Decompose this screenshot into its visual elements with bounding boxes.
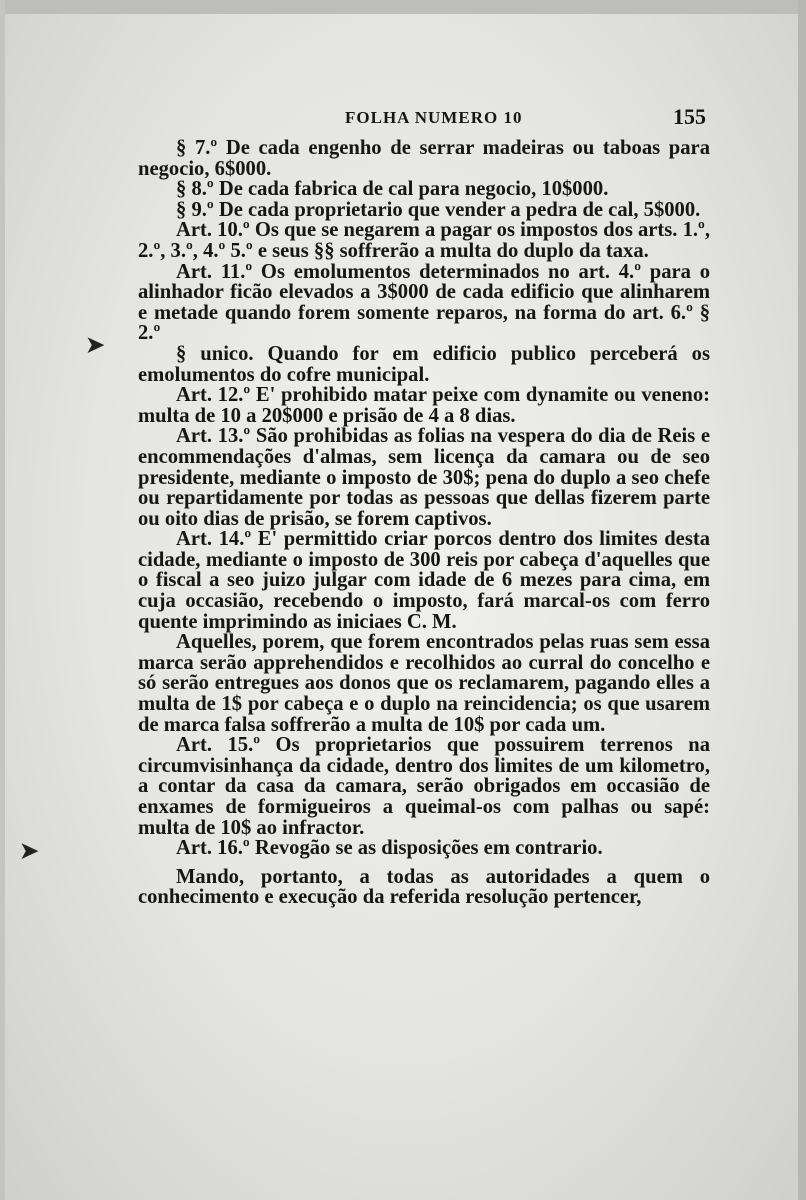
paragraph-art10: Art. 10.º Os que se negarem a pagar os impostos dos arts. 1.º, 2.º, 3.º, 4.º 5.º e seus §§ soffrerão a multa do duplo da taxa.	[138, 219, 710, 262]
scan-edge-top	[0, 0, 806, 14]
body-text	[138, 138, 710, 908]
paragraph-art9-s9: § 9.º De cada proprietario que vender a pedra de cal, 5$000.	[176, 198, 701, 221]
paragraph-art14-cont: Aquelles, porem, que forem encontrados pelas ruas sem essa marca serão apprehendidos e recolhidos ao curral do concelho e só serão entregues aos donos que os reclamarem, pagando elles a multa de 1$ por cabeça e o duplo na reincidencia; os que usarem de marca falsa soffrerão a multa de 10$ por cada um.	[138, 631, 710, 736]
margin-arrow-mark-icon: ➤	[86, 332, 105, 357]
page-number: 155	[673, 104, 706, 129]
paragraph-art9-s8: § 8.º De cada fabrica de cal para negocio, 10$000.	[176, 178, 609, 201]
paragraph-art16: Art. 16.º Revogão se as disposições em contrario.	[176, 837, 603, 860]
paragraph-art9-s7: § 7.º De cada engenho de serrar madeiras ou taboas para negocio, 6$000.	[138, 137, 710, 180]
scan-edge-left	[0, 0, 5, 1200]
paragraph-art13: Art. 13.º São prohibidas as folias na vespera do dia de Reis e encommendações d'almas, sem licença da camara ou de seo presidente, mediante o imposto de 30$; pena do duplo a seo chefe ou repartidamente por todas as pessoas que dellas fizerem parte ou oito dias de prisão, se forem captivos.	[138, 425, 710, 530]
margin-arrow-mark-icon: ➤	[20, 838, 39, 863]
scan-edge-right	[798, 0, 806, 1200]
paragraph-art15: Art. 15.º Os proprietarios que possuirem terrenos na circumvisinhança da cidade, dentro dos limites de um kilometro, a contar da casa da camara, serão obrigados em occasião de enxames de formigueiros a queimal-os com palhas ou sapé: multa de 10$ ao infractor.	[138, 734, 710, 839]
running-head-title: FOLHA NUMERO 10	[345, 108, 523, 127]
paragraph-art11-sole: § unico. Quando for em edificio publico perceberá os emolumentos do cofre municipal.	[138, 342, 710, 386]
paragraph-closing: Mando, portanto, a todas as autoridades a quem o conhecimento e execução da referida resolução pertencer,	[138, 865, 710, 909]
paragraph-art12: Art. 12.º E' prohibido matar peixe com dynamite ou veneno: multa de 10 a 20$000 e prisão de 4 a 8 dias.	[138, 384, 710, 427]
paragraph-art14: Art. 14.º E' permittido criar porcos dentro dos limites desta cidade, mediante o imposto de 300 reis por cabeça d'aquelles que o fiscal a seo juizo julgar com idade de 6 mezes para cima, em cuja occasião, recebendo o imposto, fará marcal-os com ferro quente imprimindo as iniciaes C. M.	[138, 528, 710, 633]
running-head	[140, 104, 710, 134]
paragraph-art11: Art. 11.º Os emolumentos determinados no art. 4.º para o alinhador ficão elevados a 3$000 de cada edificio que alinharem e metade quando forem somente reparos, na forma do art. 6.º § 2.º	[138, 260, 710, 345]
